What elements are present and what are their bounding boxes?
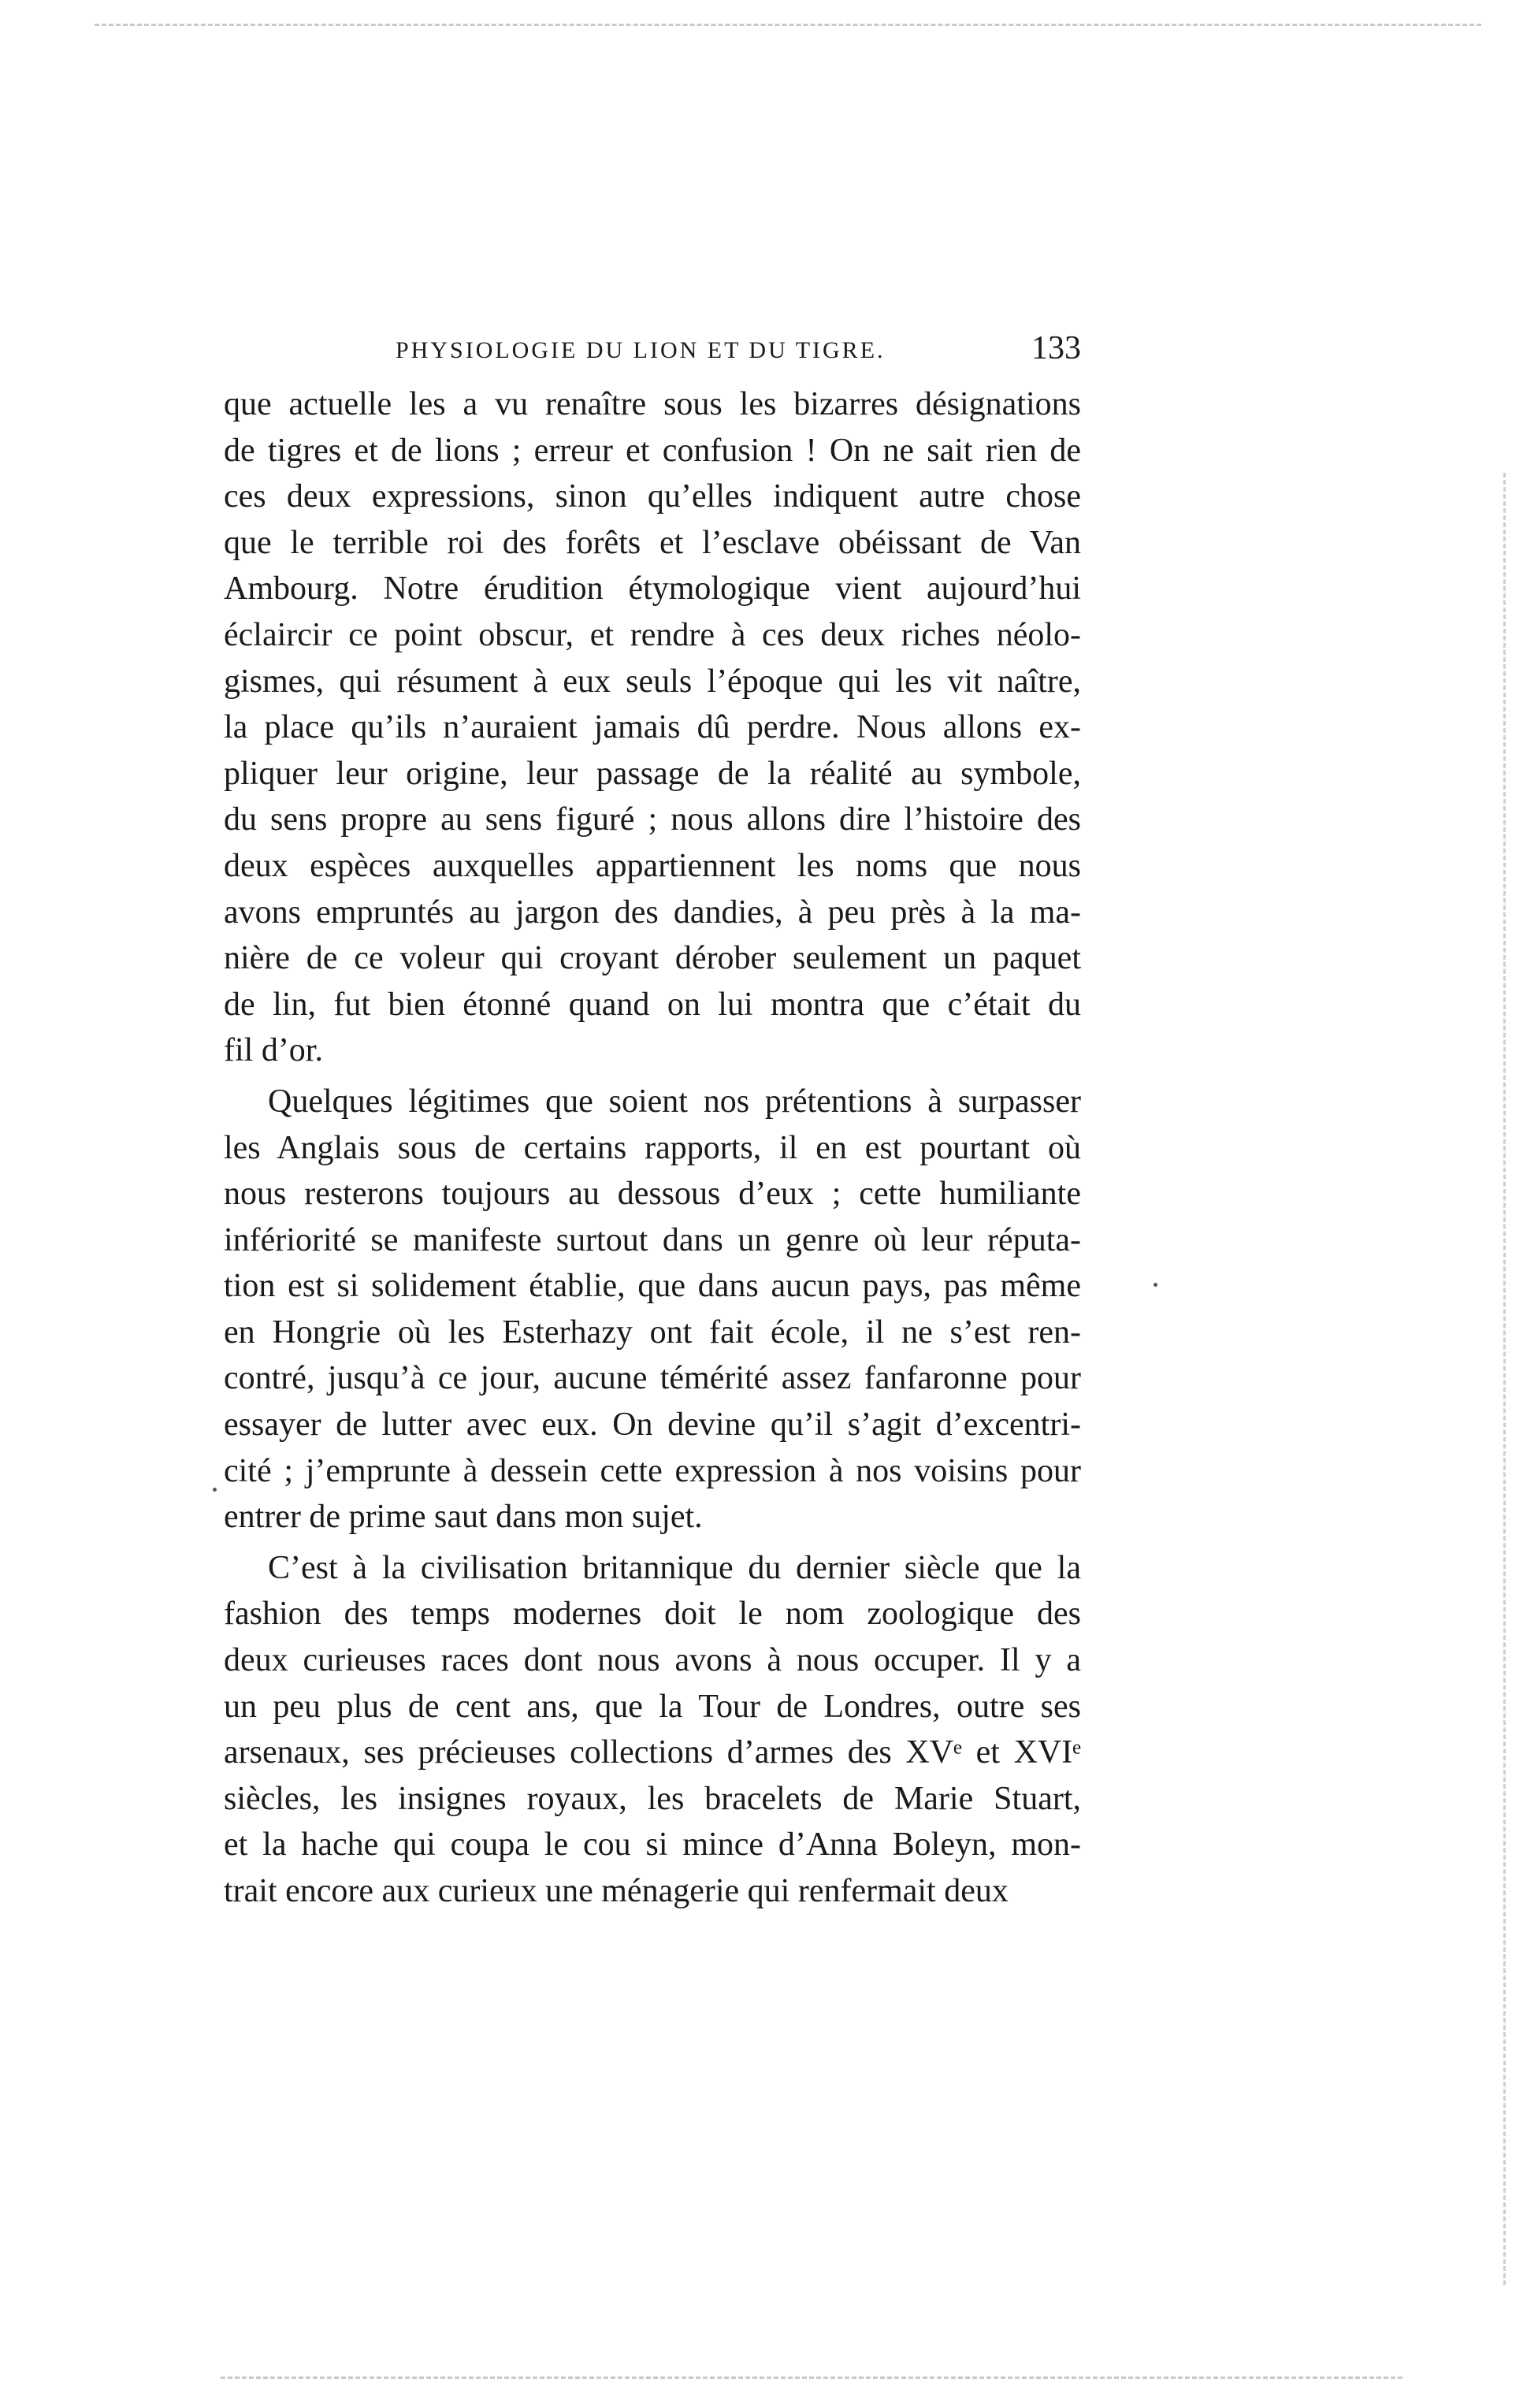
text-line: pliquer leur origine, leur passage de la réalité au symbole, [224, 755, 1081, 792]
text-line: gismes, qui résument à eux seuls l’époque qui les vit naître, [224, 663, 1081, 700]
running-title: PHYSIOLOGIE DU LION ET DU TIGRE. [396, 337, 886, 363]
ink-speck [1154, 1283, 1157, 1287]
text-line: fil d’or. [224, 1032, 323, 1069]
paragraph [224, 381, 1081, 1074]
text-line: nière de ce voleur qui croyant dérober seulement un paquet [224, 940, 1081, 977]
text-line: deux espèces auxquelles appartiennent les noms que nous [224, 847, 1081, 884]
text-line: tion est si solidement établie, que dans aucun pays, pas même [224, 1268, 1081, 1305]
page-header [396, 329, 1081, 373]
scan-edge-right [1503, 473, 1506, 2285]
text-line: en Hongrie où les Esterhazy ont fait école, il ne s’est ren- [224, 1314, 1081, 1351]
text-line: de tigres et de lions ; erreur et confusion ! On ne sait rien de [224, 432, 1081, 469]
text-line: entrer de prime saut dans mon sujet. [224, 1499, 703, 1536]
text-line: un peu plus de cent ans, que la Tour de Londres, outre ses [224, 1688, 1081, 1725]
text-line: fashion des temps modernes doit le nom zoologique des [224, 1596, 1081, 1633]
ink-speck [213, 1488, 217, 1492]
paragraph [224, 1079, 1081, 1540]
text-line: la place qu’ils n’auraient jamais dû perdre. Nous allons ex- [224, 709, 1081, 746]
text-line: infériorité se manifeste surtout dans un genre où leur réputa- [224, 1221, 1081, 1258]
text-body [224, 381, 1081, 1915]
text-line: contré, jusqu’à ce jour, aucune témérité assez fanfaronne pour [224, 1360, 1081, 1397]
paragraph [224, 1545, 1081, 1915]
text-line: et la hache qui coupa le cou si mince d’Anna Boleyn, mon- [224, 1826, 1081, 1864]
text-line: Quelques légitimes que soient nos prétentions à surpasser [268, 1083, 1081, 1120]
text-line: Ambourg. Notre érudition étymologique vient aujourd’hui [224, 570, 1081, 608]
text-line: avons empruntés au jargon des dandies, à peu près à la ma- [224, 894, 1081, 931]
text-line: nous resterons toujours au dessous d’eux ; cette humiliante [224, 1176, 1081, 1213]
text-line: cité ; j’emprunte à dessein cette expression à nos voisins pour [224, 1452, 1081, 1489]
text-line: ces deux expressions, sinon qu’elles indiquent autre chose [224, 478, 1081, 515]
text-line: deux curieuses races dont nous avons à nous occuper. Il y a [224, 1642, 1081, 1679]
text-line: que actuelle les a vu renaître sous les bizarres désignations [224, 386, 1081, 422]
text-line: que le terrible roi des forêts et l’esclave obéissant de Van [224, 524, 1081, 561]
text-line: C’est à la civilisation britannique du dernier siècle que la [268, 1549, 1081, 1586]
scan-edge-top [95, 24, 1481, 26]
page-number: 133 [1031, 330, 1081, 366]
text-line: les Anglais sous de certains rapports, il en est pourtant où [224, 1129, 1081, 1166]
text-line: trait encore aux curieux une ménagerie qui renfermait deux [224, 1873, 1009, 1909]
text-line: arsenaux, ses précieuses collections d’armes des XVᵉ et XVIᵉ [224, 1734, 1081, 1771]
text-line: siècles, les insignes royaux, les bracelets de Marie Stuart, [224, 1780, 1081, 1817]
text-line: essayer de lutter avec eux. On devine qu’il s’agit d’excentri- [224, 1407, 1081, 1444]
text-line: de lin, fut bien étonné quand on lui montra que c’était du [224, 986, 1081, 1023]
text-line: éclaircir ce point obscur, et rendre à ces deux riches néolo- [224, 616, 1081, 653]
scan-edge-bottom [221, 2376, 1402, 2379]
text-line: du sens propre au sens figuré ; nous allons dire l’histoire des [224, 801, 1081, 838]
